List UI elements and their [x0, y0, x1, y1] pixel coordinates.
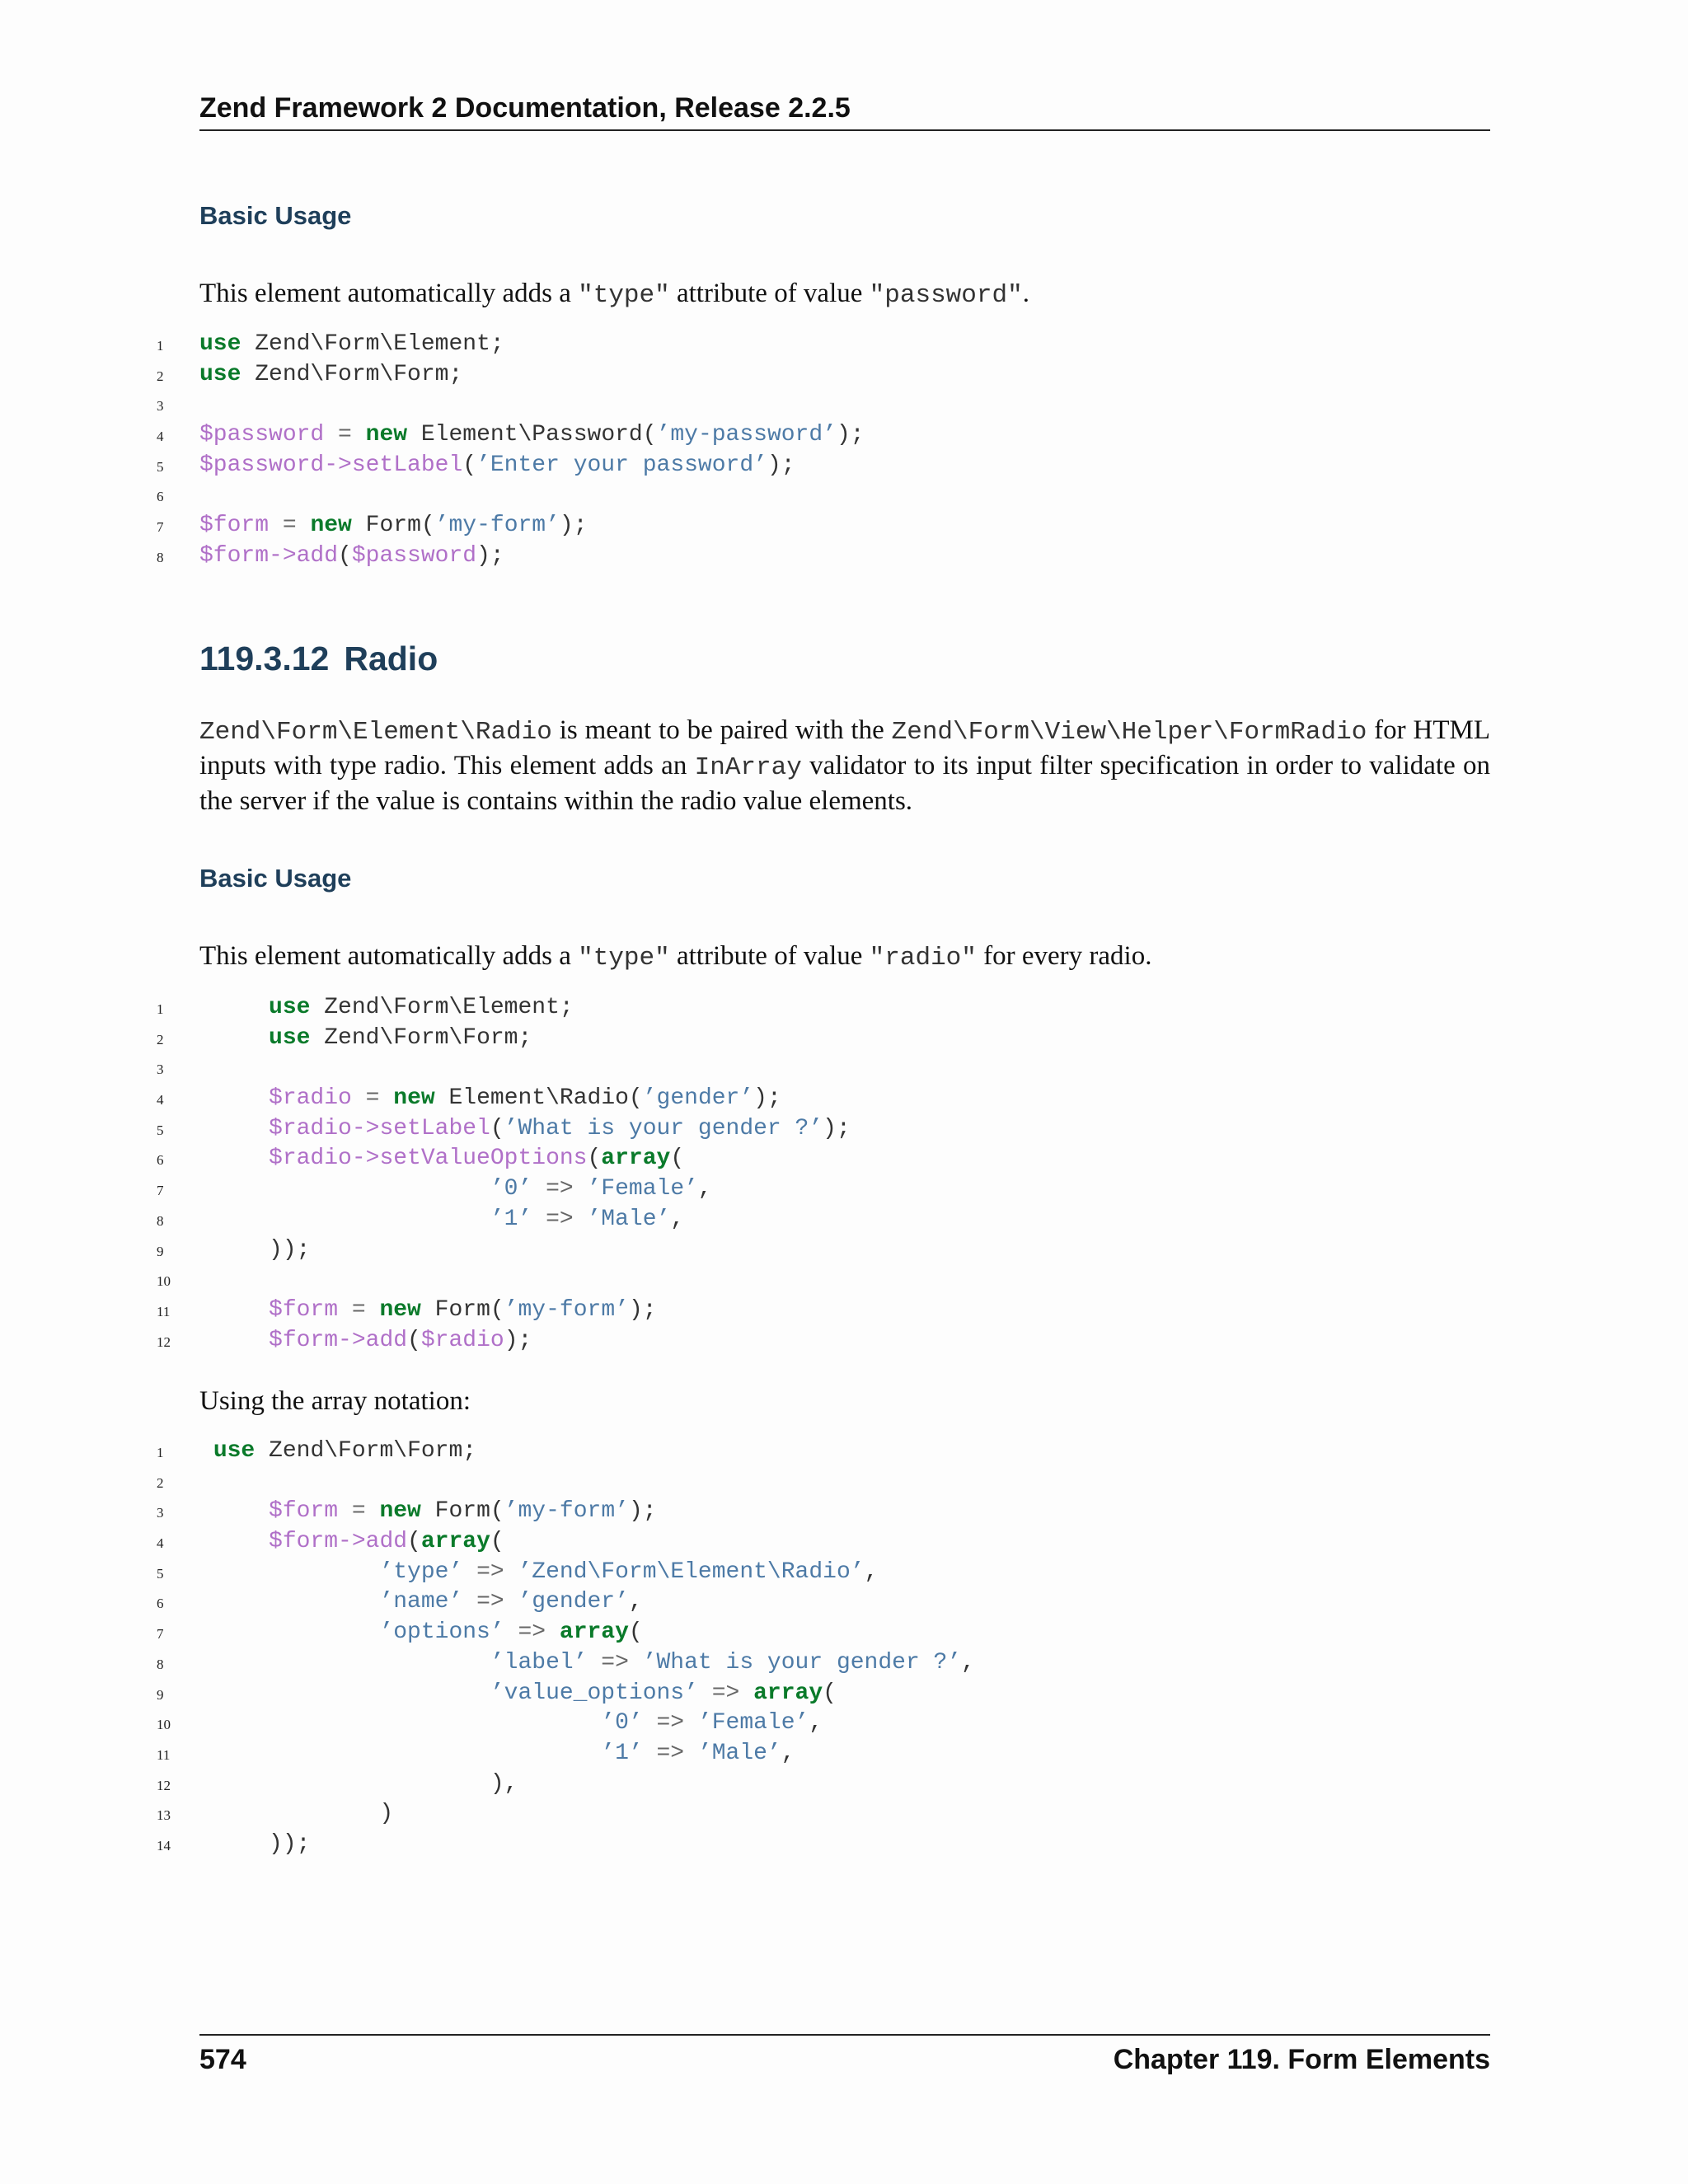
code-token: =>: [587, 1649, 643, 1675]
code-token: =: [338, 1296, 380, 1323]
code-token: [199, 1650, 490, 1675]
code-line: [148, 451, 1492, 481]
code-token: ’my-form’: [434, 513, 560, 539]
inline-code: "type": [578, 944, 670, 972]
code-token: =>: [532, 1176, 588, 1202]
code-token: );: [504, 1327, 532, 1353]
code-token: ’gender’: [518, 1589, 629, 1615]
line-number: 13: [157, 1807, 171, 1824]
code-token: [199, 1529, 269, 1554]
line-number: 1: [157, 338, 164, 354]
code-token: );: [823, 1115, 851, 1141]
password-intro-paragraph: This element automatically adds a "type" attribute of value "password".: [199, 279, 1029, 310]
line-number: 7: [157, 1183, 164, 1199]
code-text: [199, 1769, 518, 1800]
code-line: [148, 1084, 1492, 1114]
code-token: Element\Password(: [407, 422, 657, 448]
code-line: [148, 1497, 1492, 1527]
code-token: =: [269, 513, 311, 539]
code-line: [148, 480, 1492, 511]
code-text: [199, 420, 865, 451]
code-text: [199, 1235, 310, 1266]
code-line: [148, 1467, 1492, 1497]
running-header: Zend Framework 2 Documentation, Release 2.2.5: [199, 92, 1490, 131]
code-token: =>: [642, 1710, 698, 1736]
line-number: 2: [157, 1031, 164, 1047]
code-token: ));: [199, 1830, 311, 1857]
code-token: ’Zend\Form\Element\Radio’: [518, 1558, 865, 1585]
code-token: [199, 1559, 379, 1585]
code-token: ,: [628, 1589, 643, 1615]
code-text: [199, 451, 795, 481]
line-number: 6: [157, 1596, 164, 1612]
code-line: [148, 1679, 1492, 1709]
code-token: new: [365, 422, 408, 448]
code-token: ’What is your gender ?’: [642, 1649, 962, 1675]
code-token: [199, 1176, 490, 1202]
code-token: =>: [504, 1619, 560, 1646]
code-line: [148, 1436, 1492, 1467]
line-number: 6: [157, 1152, 164, 1169]
inline-code: "password": [869, 281, 1023, 310]
code-text: [199, 1799, 393, 1830]
line-number: 14: [157, 1837, 171, 1854]
code-token: [199, 1025, 269, 1051]
line-number: 11: [157, 1746, 171, 1763]
code-token: ): [199, 1801, 394, 1827]
code-line: [148, 1618, 1492, 1648]
code-token: ’name’: [379, 1589, 463, 1615]
chapter-title: Chapter 119. Form Elements: [1113, 2044, 1490, 2075]
line-number: 2: [157, 1474, 164, 1491]
code-token: ,: [961, 1649, 975, 1675]
code-line: [148, 1769, 1492, 1800]
code-token: $form: [269, 1296, 339, 1323]
code-token: Zend\Form\Element;: [310, 995, 574, 1020]
array-notation-paragraph: Using the array notation:: [199, 1386, 471, 1416]
code-line: [148, 1587, 1492, 1618]
code-token: );: [836, 422, 865, 448]
code-token: $radio: [420, 1327, 504, 1353]
code-token: [199, 1438, 213, 1464]
code-token: $radio->setValueOptions: [269, 1146, 588, 1172]
line-number: 5: [157, 1565, 164, 1582]
code-token: (: [407, 1529, 421, 1555]
code-token: =: [324, 422, 366, 448]
line-number: 8: [157, 549, 164, 565]
code-text: [199, 1084, 781, 1114]
inline-code: InArray: [694, 753, 802, 782]
code-token: [199, 1680, 490, 1706]
code-token: ,: [697, 1176, 712, 1202]
code-token: [199, 1589, 379, 1615]
code-token: Zend\Form\Form;: [241, 361, 463, 387]
code-token: new: [393, 1085, 435, 1112]
code-line: [148, 330, 1492, 360]
code-token: (: [338, 542, 352, 569]
code-text: [199, 1618, 643, 1648]
inline-code: "type": [578, 281, 670, 310]
code-token: Zend\Form\Element;: [241, 331, 504, 357]
code-token: );: [476, 542, 504, 569]
line-number: 1: [157, 1001, 164, 1017]
code-line: [148, 360, 1492, 391]
code-line: [148, 1799, 1492, 1830]
code-line: [148, 1053, 1492, 1084]
code-line: [148, 1024, 1492, 1054]
code-token: new: [379, 1296, 421, 1323]
code-token: [199, 1146, 269, 1171]
line-number: 12: [157, 1333, 171, 1350]
code-token: $form: [269, 1498, 339, 1525]
code-token: $password: [351, 542, 477, 569]
code-token: );: [628, 1498, 657, 1525]
code-line: [148, 1265, 1492, 1296]
code-text: [199, 1205, 684, 1235]
code-block-password: [148, 330, 1492, 572]
code-token: ’gender’: [642, 1085, 754, 1112]
code-token: ’my-password’: [656, 422, 837, 448]
code-token: );: [628, 1296, 657, 1323]
code-token: $password->setLabel: [199, 452, 463, 478]
code-token: =>: [462, 1589, 518, 1615]
code-token: );: [767, 452, 795, 478]
code-text: [199, 1830, 310, 1860]
code-token: =>: [642, 1740, 698, 1766]
code-line: [148, 1527, 1492, 1558]
code-token: [199, 1116, 269, 1141]
code-token: [199, 1619, 379, 1645]
line-number: 4: [157, 1092, 164, 1108]
line-number: 9: [157, 1243, 164, 1259]
line-number: 10: [157, 1717, 171, 1733]
code-token: ’0’: [490, 1176, 532, 1202]
code-token: Element\Radio(: [434, 1085, 643, 1112]
code-token: =: [338, 1498, 380, 1525]
line-number: 5: [157, 1122, 164, 1138]
code-line: [148, 1205, 1492, 1235]
code-token: $form->add: [269, 1327, 408, 1353]
code-token: use: [269, 995, 311, 1020]
code-token: ’1’: [490, 1206, 532, 1232]
code-token: ’What is your gender ?’: [504, 1115, 823, 1141]
line-number: 10: [157, 1273, 171, 1290]
code-line: [148, 1235, 1492, 1266]
code-text: [199, 1436, 476, 1467]
code-token: (: [670, 1146, 685, 1172]
code-text: [199, 1326, 532, 1357]
line-number: 3: [157, 398, 164, 415]
subsection-heading-radio-basic-usage: Basic Usage: [199, 864, 352, 893]
code-token: ),: [199, 1770, 518, 1797]
code-token: );: [559, 513, 588, 539]
code-token: ,: [809, 1710, 823, 1736]
inline-code: Zend\Form\Element\Radio: [199, 718, 552, 747]
line-number: 2: [157, 368, 164, 384]
code-token: $radio: [269, 1085, 352, 1112]
code-token: use: [213, 1438, 256, 1464]
code-token: $form: [199, 513, 270, 539]
code-token: ,: [781, 1740, 795, 1766]
line-number: 12: [157, 1777, 171, 1793]
line-number: 11: [157, 1303, 171, 1319]
code-token: ,: [864, 1558, 879, 1585]
line-number: 1: [157, 1445, 164, 1460]
running-footer: [199, 2034, 1490, 2076]
code-token: $radio->setLabel: [269, 1115, 490, 1141]
page-number: 574: [199, 2044, 246, 2075]
section-heading-radio: [199, 640, 438, 678]
code-line: [148, 1708, 1492, 1739]
code-token: use: [269, 1024, 311, 1051]
code-token: ’0’: [601, 1710, 643, 1736]
code-token: array: [753, 1680, 823, 1706]
code-line: [148, 1174, 1492, 1205]
code-text: [199, 1114, 851, 1145]
code-token: ’options’: [379, 1619, 504, 1646]
code-token: [199, 995, 269, 1020]
code-line: [148, 1144, 1492, 1174]
code-token: ’my-form’: [504, 1498, 629, 1525]
code-text: [199, 1024, 532, 1054]
code-token: Zend\Form\Form;: [310, 1024, 532, 1051]
code-token: array: [559, 1619, 629, 1646]
line-number: 7: [157, 1626, 164, 1643]
code-token: ’value_options’: [490, 1680, 698, 1706]
code-text: [199, 1296, 657, 1326]
code-token: Zend\Form\Form;: [255, 1438, 477, 1464]
code-token: [199, 1741, 601, 1766]
code-line: [148, 1558, 1492, 1588]
code-text: [199, 1587, 643, 1618]
code-text: [199, 541, 504, 572]
code-token: new: [379, 1498, 421, 1525]
code-line: [148, 390, 1492, 420]
code-token: ’Male’: [587, 1206, 671, 1232]
code-line: [148, 1114, 1492, 1145]
code-token: array: [601, 1146, 671, 1172]
code-token: new: [310, 513, 352, 539]
code-token: =>: [697, 1680, 754, 1706]
code-token: ,: [670, 1206, 685, 1232]
code-text: [199, 1497, 657, 1527]
code-line: [148, 541, 1492, 572]
code-text: [199, 1144, 684, 1174]
line-number: 8: [157, 1656, 164, 1672]
code-token: ’Female’: [587, 1176, 698, 1202]
line-number: 3: [157, 1505, 164, 1521]
code-token: ’Female’: [697, 1710, 809, 1736]
code-text: [199, 330, 504, 360]
code-token: [199, 1498, 269, 1524]
code-token: );: [753, 1085, 781, 1112]
code-token: [199, 1297, 269, 1323]
code-token: ’1’: [601, 1740, 643, 1766]
radio-intro-paragraph: This element automatically adds a "type" attribute of value "radio" for every radio.: [199, 941, 1152, 972]
code-text: [199, 1558, 878, 1588]
code-token: (: [490, 1115, 504, 1141]
code-token: ’Male’: [697, 1740, 781, 1766]
code-token: [199, 1710, 601, 1736]
code-text: [199, 1174, 712, 1205]
code-line: [148, 1830, 1492, 1860]
line-number: 3: [157, 1062, 164, 1078]
code-token: (: [823, 1680, 837, 1706]
line-number: 4: [157, 429, 164, 445]
line-number: 4: [157, 1535, 164, 1552]
line-number: 7: [157, 519, 164, 536]
code-token: (: [407, 1327, 421, 1353]
code-token: $password: [199, 422, 325, 448]
subsection-heading-password-basic-usage: Basic Usage: [199, 201, 352, 230]
code-line: [148, 1739, 1492, 1769]
code-text: [199, 1679, 837, 1709]
code-token: ’Enter your password’: [476, 452, 767, 478]
inline-code: Zend\Form\View\Helper\FormRadio: [891, 718, 1367, 747]
code-token: =>: [462, 1558, 518, 1585]
code-line: [148, 511, 1492, 541]
inline-code: "radio": [869, 944, 977, 972]
code-text: [199, 1527, 504, 1558]
code-line: [148, 993, 1492, 1024]
code-text: [199, 360, 462, 391]
radio-description-paragraph: Zend\Form\Element\Radio is meant to be paired with the Zend\Form\View\Helper\FormRadio for HTML inputs with type radio. This element adds an InArray validator to its input filter specification in order to validate on the server if the value is contains within the radio value elements.: [199, 715, 1491, 816]
code-text: [199, 993, 574, 1024]
line-number: 9: [157, 1686, 164, 1703]
code-token: (: [628, 1619, 643, 1646]
code-token: array: [420, 1529, 490, 1555]
line-number: 8: [157, 1212, 164, 1229]
code-text: [199, 1708, 823, 1739]
code-token: use: [199, 361, 241, 387]
code-text: [199, 1739, 795, 1769]
code-line: [148, 1326, 1492, 1357]
code-block-radio-array: [148, 1436, 1492, 1860]
code-token: Form(: [351, 513, 435, 539]
code-token: Form(: [420, 1498, 504, 1525]
code-token: $form->add: [199, 542, 339, 569]
section-title: Radio: [344, 640, 438, 677]
section-number: 119.3.12: [199, 640, 330, 677]
code-block-radio: [148, 993, 1492, 1356]
code-text: [199, 511, 588, 541]
code-token: ));: [199, 1236, 311, 1263]
code-token: [199, 1328, 269, 1353]
code-token: (: [587, 1146, 602, 1172]
code-token: (: [490, 1529, 504, 1555]
code-token: Form(: [420, 1296, 504, 1323]
code-token: ’my-form’: [504, 1296, 629, 1323]
code-token: use: [199, 331, 241, 357]
code-text: [199, 1648, 975, 1679]
code-line: [148, 1648, 1492, 1679]
line-number: 5: [157, 458, 164, 475]
code-line: [148, 420, 1492, 451]
code-token: (: [462, 452, 477, 478]
code-token: =>: [532, 1206, 588, 1232]
code-token: [199, 1085, 269, 1111]
code-token: $form->add: [269, 1529, 408, 1555]
line-number: 6: [157, 489, 164, 505]
code-token: [199, 1207, 490, 1232]
code-token: =: [351, 1085, 394, 1112]
code-token: ’label’: [490, 1649, 588, 1675]
code-token: ’type’: [379, 1558, 463, 1585]
code-line: [148, 1296, 1492, 1326]
